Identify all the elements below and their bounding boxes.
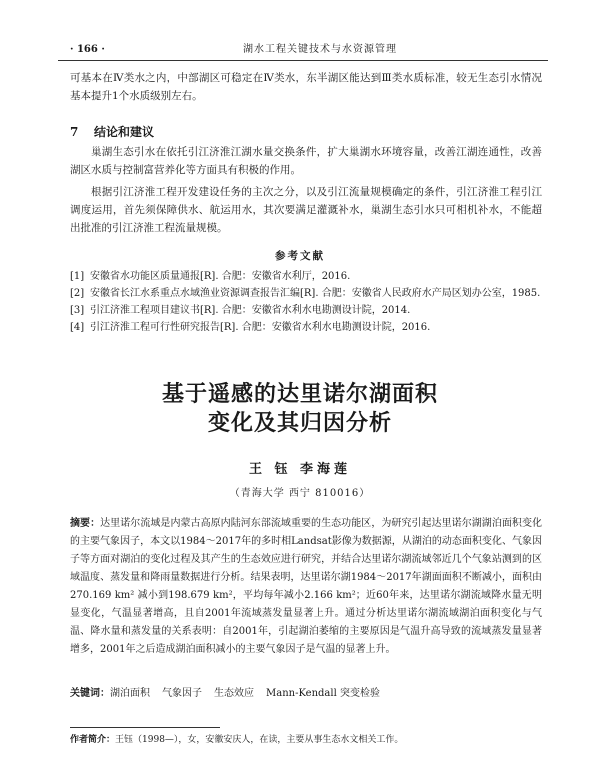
reference-number: [1] (70, 271, 85, 282)
keyword: Mann-Kendall 突变检验 (266, 688, 380, 699)
footnote-label: 作者简介： (70, 735, 116, 745)
abstract-text: 达里诺尔流域是内蒙古高原内陆河东部流域重要的生态功能区，为研究引起达里诺尔湖湖泊面积变化的主要气象因子，本文以1984～2017年的多时相Landsat影像为数据源，从湖泊的动态面积变化、气象因子等方面对湖泊的变化过程及其产生的生态效应进行研究，并结合达里诺尔湖流域邻近几个气象站测到的区域温度、蒸发量和降雨量数据进行分析。结果表明，达里诺尔湖1984～2017年湖面面积不断减小，面积由270.169 km² 减小到198.679 km²，平均每年减小2.166 km²；近60年来，达里诺尔湖流域降水量无明显变化，气温显著增高，且自2001年流域蒸发量显著上升。通过分析达里诺尔湖流域湖泊面积变化与气温、降水量和蒸发量的关系表明：自2001年，引起湖泊萎缩的主要原因是气温升高导致的流域蒸发量显著增多，2001年之后造成湖泊面积减小的主要气象因子是气温的显著上升。 (70, 518, 543, 655)
reference-number: [4] (70, 322, 85, 333)
reference-number: [2] (70, 288, 85, 299)
article-title-line-2: 变化及其归因分析 (207, 411, 392, 436)
abstract-label: 摘要： (70, 518, 101, 529)
keywords (70, 685, 542, 703)
reference-item (70, 268, 542, 285)
conclusion-paragraph-1: 巢湖生态引水在依托引江济淮江湖水量交换条件，扩大巢湖水环境容量，改善江湖连通性，改善湖区水质与控制富营养化等方面具有积极的作用。 (70, 146, 542, 176)
running-header (58, 42, 548, 58)
reference-text: 安徽省长江水系重点水域渔业资源调查报告汇编[R]. 合肥：安徽省人民政府水产局区划办公室，1985. (90, 288, 541, 299)
keyword: 湖泊面积 (110, 688, 150, 699)
article-title-line-1: 基于遥感的达里诺尔湖面积 (161, 382, 438, 407)
reference-text: 安徽省水功能区质量通报[R]. 合肥：安徽省水利厅，2016. (90, 271, 351, 282)
keyword: 气象因子 (162, 688, 202, 699)
reference-item (70, 302, 542, 319)
reference-list (70, 268, 542, 336)
footnote-rule (70, 727, 220, 728)
continuation-paragraph: 可基本在Ⅳ类水之内，中部湖区可稳定在Ⅳ类水，东半湖区能达到Ⅲ类水质标准，较无生态引水情况基本提升1个水质级别左右。 (70, 72, 542, 102)
references-title: 参考文献 (275, 250, 325, 262)
footnote-text: 王钰（1998—），女，安徽安庆人，在读，主要从事生态水文相关工作。 (115, 735, 404, 745)
page-number: · 166 · (70, 44, 105, 55)
section-title: 结论和建议 (94, 125, 155, 139)
reference-number: [3] (70, 305, 85, 316)
reference-text: 引江济淮工程可行性研究报告[R]. 合肥：安徽省水利水电勘测设计院，2016. (90, 322, 431, 333)
conclusion-paragraph-2: 根据引江济淮工程开发建设任务的主次之分，以及引江流量规模确定的条件，引江济淮工程引江调度运用，首先须保障供水、航运用水，其次要满足灌溉补水，巢湖生态引水只可相机补水，不能超出批准的引江济淮工程流量规模。 (70, 186, 542, 234)
section-number: 7 (70, 125, 79, 139)
keyword: 生态效应 (214, 688, 254, 699)
journal-title: 湖水工程关键技术与水资源管理 (243, 44, 397, 55)
abstract (70, 515, 542, 659)
keywords-label: 关键词： (70, 688, 110, 699)
header-rule (58, 60, 548, 61)
reference-item (70, 319, 542, 336)
author-affiliation: （青海大学 西宁 810016） (229, 488, 371, 499)
article-authors: 王 钰 李海莲 (248, 462, 352, 477)
reference-text: 引江济淮工程项目建议书[R]. 合肥：安徽省水利水电勘测设计院，2014. (90, 305, 411, 316)
reference-item (70, 285, 542, 302)
author-footnote (70, 733, 542, 747)
section-heading (70, 123, 154, 140)
